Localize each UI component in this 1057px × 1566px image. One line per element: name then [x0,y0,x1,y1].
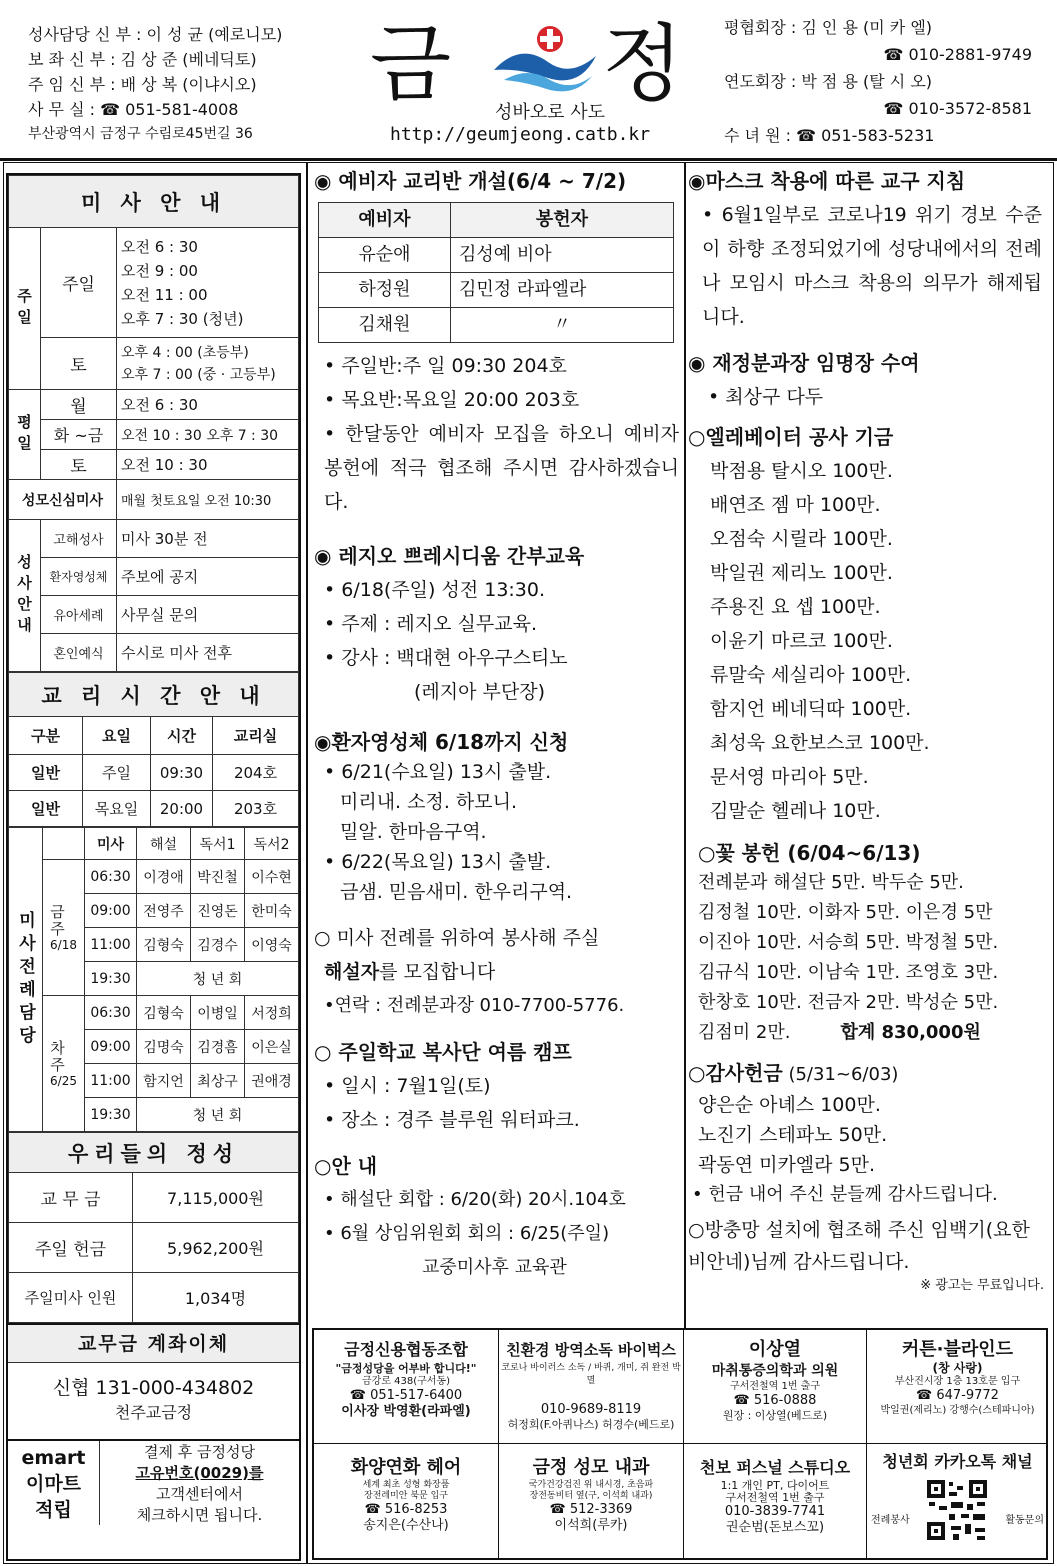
ad-line: ☎ 512-3369 [549,1502,633,1517]
ad-owner: 권순범(돈보스꼬) [725,1520,825,1535]
left-column [6,173,301,1561]
ad-line: 국가건강검진 위 내시경, 초음파 [528,1480,654,1490]
flower-line: 김규식 10만. 이남숙 1만. 조영호 3만. [698,962,999,983]
thanks-line: 양은순 아녜스 100만. [698,1094,881,1116]
liturgy-cell: 권애경 [245,1064,299,1098]
sacrament-group-label: 성사안내 [9,520,41,672]
ad-free-note: ※ 광고는 무료입니다. [920,1278,1044,1293]
liturgy-time: 11:00 [85,928,137,962]
liturgy-header: 미사 [85,828,137,860]
ad-owner: 이석희(루카) [554,1518,628,1533]
ad-owner: 송지은(수산나) [363,1518,449,1533]
elevator-title: ○엘레베이터 공사 기금 [688,425,894,449]
notice-line: 교중미사후 교육관 [422,1257,567,1278]
bank-title: 교무금 계좌이체 [8,1325,299,1363]
donor-line: 류말숙 세실리아 100만. [710,664,912,686]
mass-time: 오후 4 : 00 (초등부) [121,344,249,361]
parish-logo-icon [490,22,600,94]
emart-text [100,1441,299,1525]
weekday-time: 오전 10 : 30 오후 7 : 30 [117,420,299,450]
ad-cell [499,1330,684,1444]
legio-line: • 6/18(주일) 성전 13:30. [324,579,546,601]
mass-schedule-title: 미 사 안 내 [9,176,299,228]
catechism-table [8,672,299,827]
ad-line: 마취통증의학과 의원 [711,1363,839,1379]
donor-line: 박일권 제리노 100만. [710,562,893,584]
notice-title: ○안 내 [314,1154,378,1178]
commentator-bold: 해설자 [324,961,380,983]
mass-time: 오전 6 : 30 [121,237,198,256]
thanks-line: 노진기 스테파노 50만. [698,1124,888,1146]
ad-line: "금정성당을 어부바 합니다!" [335,1362,477,1375]
sacrament-value: 주보에 공지 [117,558,299,596]
header-address-line: 부산광역시 금정구 수림로45번길 36 [28,126,253,142]
camp-line: • 장소 : 경주 블루원 워터파크. [324,1109,580,1131]
right-column [688,164,1048,1294]
catechism-cell: 주일 [83,755,151,791]
ad-owner: 박일권(제리노) 강행수(스테파니아) [880,1405,1035,1416]
header-info-right [724,14,1044,149]
liturgy-cell: 청 년 회 [137,962,299,996]
mass-time: 오후 7 : 00 (중 · 고등부) [121,366,276,383]
flower-title: ○꽃 봉헌 (6/04~6/13) [698,841,921,865]
mass-time: 오전 11 : 00 [121,285,208,304]
catechumen-title: ◉ 예비자 교리반 개설(6/4 ~ 7/2) [314,169,627,193]
emart-code: 고유번호(0029)를 [135,1464,264,1482]
catechism-cell: 20:00 [151,791,213,827]
header-convent-line: 수 녀 원 : ☎ 051-583-5231 [724,126,935,145]
emart-box [8,1439,299,1525]
sacrament-label: 고해성사 [41,520,117,558]
sacrament-value: 미사 30분 전 [117,520,299,558]
column-divider [306,162,308,1564]
liturgy-time: 11:00 [85,1064,137,1098]
week-label: 차주 [48,1039,66,1074]
sunday-label: 주일 [41,228,117,338]
donor-line: 이윤기 마르코 100만. [710,630,893,652]
ad-line: 장전레미안 북문 입구 [364,1491,448,1501]
emart-line: 결제 후 금정성당 [144,1443,255,1461]
parish-url-link[interactable]: http://geumjeong.catb.kr [390,124,651,145]
flower-line: 전례분과 해설단 5만. 박두순 5만. [698,872,964,893]
catechism-cell: 일반 [9,755,83,791]
donor-line: 주용진 요 셉 100만. [710,596,881,618]
catechism-header: 요일 [83,717,151,755]
liturgy-time: 06:30 [85,860,137,894]
ad-line: 부산진시장 1층 13호문 입구 [894,1376,1021,1387]
flower-total: 합계 830,000원 [840,1022,981,1043]
emart-label [8,1441,100,1525]
catechism-header: 시간 [151,717,213,755]
first-saturday-label: 성모신심미사 [9,480,117,520]
thanks-period: (5/31~6/03) [782,1064,899,1085]
catechism-cell: 204호 [213,755,299,791]
header-info-left [28,22,328,147]
screen-thanks: ○방충망 설치에 협조해 주신 임백기(요한비안네)님께 감사드립니다. [688,1219,1030,1273]
liturgy-cell: 청 년 회 [137,1098,299,1132]
ad-title: 금정 성모 내과 [532,1457,650,1478]
catechumen-cell: 〃 [451,308,674,343]
offering-label: 주일 헌금 [9,1223,133,1273]
weekday-time: 오전 6 : 30 [117,390,299,420]
offering-label: 교 무 금 [9,1173,133,1223]
ad-title: 금정신용협동조합 [344,1340,468,1359]
sunday-times [117,228,299,338]
ads-box [312,1328,1048,1560]
ad-line: 구서전철역 1번 출구 [730,1381,820,1392]
sacrament-value: 수시로 미사 전후 [117,634,299,672]
catechumen-cell: 김성예 비아 [451,238,674,273]
communion-title: ◉환자영성체 6/18까지 신청 [314,730,569,754]
flower-line: 김점미 2만. [698,1022,791,1043]
liturgy-cell: 최상구 [191,1064,245,1098]
finance-title: ◉ 재정분과장 임명장 수여 [688,351,920,375]
thanks-title: ○감사헌금 [688,1061,783,1085]
header-priest-line: 성사담당 신 부 : 이 성 균 (예로니모) [28,25,283,44]
ad-title: 천보 퍼스널 스튜디오 [699,1458,851,1477]
liturgy-time: 19:30 [85,962,137,996]
liturgy-cell: 함지언 [137,1064,191,1098]
offering-title: 우리들의 정성 [9,1133,299,1173]
mask-text: • 6월1일부로 코로나19 위기 경보 수준이 하향 조정되었기에 성당내에서의 전례나 모임시 마스크 착용의 의무가 해제됩니다. [702,204,1042,328]
week-date: 6/25 [50,1073,77,1088]
catechumen-header: 봉헌자 [451,203,674,238]
liturgy-cell: 전영주 [137,894,191,928]
liturgy-table [8,827,299,1132]
ad-line: 010-3839-7741 [724,1504,826,1519]
sacrament-label: 혼인예식 [41,634,117,672]
catechumen-line: • 한달동안 예비자 모집을 하오니 예비자 봉헌에 적극 협조해 주시면 감사하겠습니다. [324,423,679,513]
legio-line: • 주제 : 레지오 실무교육. [324,613,537,635]
offering-label: 주일미사 인원 [9,1273,133,1323]
legio-title: ◉ 레지오 쁘레시디움 간부교육 [314,544,585,568]
week-date: 6/18 [50,937,77,952]
ad-line [499,1388,683,1402]
ad-line: 전례봉사 [871,1515,910,1526]
header-council-phone: ☎ 010-2881-9749 [883,45,1032,64]
catechumen-cell: 김채원 [319,308,451,343]
ad-cell [499,1444,684,1558]
flower-line: 한창호 10만. 전금자 2만. 박성순 5만. [698,992,999,1013]
legio-line: (레지아 부단장) [414,681,545,703]
liturgy-cell: 김경흠 [191,1030,245,1064]
header-priest-line: 보 좌 신 부 : 김 상 준 (베네딕토) [28,50,257,69]
liturgy-cell: 이경애 [137,860,191,894]
ad-cell [684,1444,867,1558]
ad-line: ☎ 647-9772 [916,1388,999,1403]
title-right-char: 정 [602,15,684,113]
mass-schedule-table [8,175,299,672]
emart-label-line: 이마트 [25,1473,82,1495]
ad-cell [867,1444,1048,1558]
ad-line: 코로나 바이러스 소독 / 바퀴, 개미, 쥐 완전 박멸 [501,1363,681,1386]
ad-owner: 원장 : 이상열(베드로) [722,1409,828,1422]
ad-line: 010-9689-8119 [540,1402,642,1417]
catechism-cell: 203호 [213,791,299,827]
liturgy-cell: 이병일 [191,996,245,1030]
liturgy-header: 독서1 [191,828,245,860]
donor-line: 배연조 젬 마 100만. [710,494,881,516]
ad-line: 금강로 438(구서동) [361,1376,451,1387]
ad-title: 친환경 방역소독 바이벅스 [506,1341,676,1359]
header-yeondo-line: 연도회장 : 박 점 용 (탈 시 오) [724,72,933,91]
commentator-line [310,955,685,989]
offering-value: 7,115,000원 [133,1173,299,1223]
catechism-header: 교리실 [213,717,299,755]
flower-line: 이진아 10만. 서승희 5만. 박정철 5만. [698,932,999,953]
week-label: 금주 [48,903,66,938]
liturgy-time: 06:30 [85,996,137,1030]
mask-title: ◉마스크 착용에 따른 교구 지침 [688,169,966,193]
thanks-line: • 헌금 내어 주신 분들께 감사드립니다. [692,1184,998,1205]
sacrament-value: 사무실 문의 [117,596,299,634]
weekday-time: 오전 10 : 30 [117,450,299,480]
donor-line: 문서영 마리아 5만. [710,766,869,788]
camp-title: ○ 주일학교 복사단 여름 캠프 [314,1040,572,1064]
ad-owner: 이사장 박영환(라파엘) [341,1404,471,1419]
catechumen-line: • 주일반:주 일 09:30 204호 [324,355,567,377]
liturgy-group-label: 미사전례담당 [9,828,43,1132]
notice-line: • 해설단 회합 : 6/20(화) 20시.104호 [324,1189,626,1210]
ad-line: ☎ 516-8253 [364,1502,448,1517]
liturgy-time: 09:00 [85,894,137,928]
liturgy-header: 독서2 [245,828,299,860]
liturgy-corner [43,828,85,860]
middle-column [310,164,685,1285]
offering-value: 5,962,200원 [133,1223,299,1273]
liturgy-cell: 김명숙 [137,1030,191,1064]
ad-cell [314,1444,499,1558]
first-saturday-time: 매월 첫토요일 오전 10:30 [117,480,299,520]
commentator-contact: •연락 : 전례분과장 010-7700-5776. [324,995,625,1016]
ad-cell [684,1330,867,1444]
communion-line: • 6/22(목요일) 13시 출발. [324,851,552,873]
saturday-times [117,338,299,390]
liturgy-week-label [43,860,85,996]
ad-title: 커튼·블라인드 [901,1339,1014,1360]
title-left-char: 금 [370,15,452,113]
catechumen-cell: 유순애 [319,238,451,273]
sacrament-label: 환자영성체 [41,558,117,596]
ad-line: ☎ 516-0888 [733,1393,817,1408]
liturgy-time: 19:30 [85,1098,137,1132]
catechism-cell: 목요일 [83,791,151,827]
mass-time: 오전 9 : 00 [121,261,198,280]
notice-line: • 6월 상임위원회 회의 : 6/25(주일) [324,1223,610,1244]
weekday-label: 토 [41,450,117,480]
ad-line: 1:1 개인 PT, 다이어트 [720,1479,830,1492]
liturgy-cell: 박진철 [191,860,245,894]
liturgy-cell: 서정희 [245,996,299,1030]
communion-line: 밀알. 한마음구역. [340,821,487,843]
mass-time: 오후 7 : 30 (청년) [121,309,244,328]
flower-line: 김정철 10만. 이화자 5만. 이은경 5만 [698,902,993,923]
catechism-cell: 일반 [9,791,83,827]
catechumen-table [318,202,674,343]
sunday-group-label: 주일 [9,228,41,390]
ad-cell [867,1330,1048,1444]
communion-line: 금샘. 믿음새미. 한우리구역. [340,881,573,903]
donor-line: 오점숙 시릴라 100만. [710,528,893,550]
liturgy-week-label [43,996,85,1132]
flower-list [688,868,1048,1048]
catechism-title: 교 리 시 간 안 내 [9,673,299,717]
catechism-header: 구분 [9,717,83,755]
weekday-label: 화 ~금 [41,420,117,450]
liturgy-cell: 이은실 [245,1030,299,1064]
bank-transfer-box [8,1323,299,1439]
ad-line: ☎ 051-517-6400 [349,1388,463,1403]
ad-line: 세계 최초 성형 화장품 [362,1480,450,1490]
emart-line: 체크하시면 됩니다. [136,1506,263,1524]
ad-title: 청년회 카카오톡 채널 [882,1452,1033,1471]
ad-owner: 허정희(F.아퀴나스) 허경수(베드로) [507,1418,675,1431]
communion-line: • 6/21(수요일) 13시 출발. [324,761,552,783]
weekday-group-label: 평일 [9,390,41,480]
saturday-label: 토 [41,338,117,390]
parish-subtitle: 성바오로 사도 [494,102,606,123]
ad-line: 장전동비터 옆(구, 이석희 내과) [529,1491,653,1501]
ad-line: 구서전철역 1번 출구 [725,1491,825,1504]
donor-line: 함지언 베네딕따 100만. [710,698,912,720]
emart-label-line: 적립 [35,1499,72,1521]
catechumen-line: • 목요반:목요일 20:00 203호 [324,389,580,411]
ad-title: 이상열 [748,1339,802,1360]
header-priest-line: 주 임 신 부 : 배 상 복 (이냐시오) [28,75,257,94]
offering-table [8,1132,299,1323]
liturgy-header: 해설 [137,828,191,860]
sacrament-label: 유아세례 [41,596,117,634]
ad-line: (창 사랑) [932,1361,983,1375]
catechism-cell: 09:30 [151,755,213,791]
donor-line: 최성욱 요한보스코 100만. [710,732,930,754]
header-council-line: 평협회장 : 김 인 용 (미 카 엘) [724,18,933,37]
bank-account: 신협 131-000-434802 [52,1377,255,1399]
liturgy-cell: 진영돈 [191,894,245,928]
liturgy-cell: 이수현 [245,860,299,894]
donor-line: 박점용 탈시오 100만. [710,460,893,482]
commentator-text: 를 모집합니다 [379,961,496,983]
ad-cell [314,1330,499,1444]
qr-code-icon[interactable] [925,1478,989,1542]
header-divider [0,158,1057,161]
camp-line: • 일시 : 7월1일(토) [324,1075,491,1097]
header-office-line: 사 무 실 : ☎ 051-581-4008 [28,100,239,119]
finance-line: • 최상구 다두 [708,386,824,408]
commentator-line: ○ 미사 전례를 위하여 봉사해 주실 [314,927,600,949]
header-yeondo-phone: ☎ 010-3572-8581 [883,99,1032,118]
emart-line: 고객센터에서 [156,1485,243,1503]
offering-value: 1,034명 [133,1273,299,1323]
liturgy-cell: 한미숙 [245,894,299,928]
legio-line: • 강사 : 백대현 아우구스티노 [324,647,568,669]
liturgy-cell: 김형숙 [137,996,191,1030]
ad-title: 화양연화 헤어 [350,1457,462,1478]
thanks-line: 곽동연 미카엘라 5만. [698,1154,876,1176]
liturgy-time: 09:00 [85,1030,137,1064]
ad-line: 활동문의 [1005,1515,1044,1526]
liturgy-cell: 김형숙 [137,928,191,962]
catechumen-cell: 김민정 라파엘라 [451,273,674,308]
emart-label-line: emart [21,1447,86,1469]
thanks-list [688,1090,1048,1210]
donor-line: 김말순 헬레나 10만. [710,800,881,822]
communion-line: 미리내. 소정. 하모니. [340,791,518,813]
catechumen-cell: 하정원 [319,273,451,308]
elevator-list [688,454,1048,828]
liturgy-cell: 이영숙 [245,928,299,962]
liturgy-cell: 김경수 [191,928,245,962]
bank-holder: 천주교금정 [114,1403,193,1422]
catechumen-header: 예비자 [319,203,451,238]
weekday-label: 월 [41,390,117,420]
